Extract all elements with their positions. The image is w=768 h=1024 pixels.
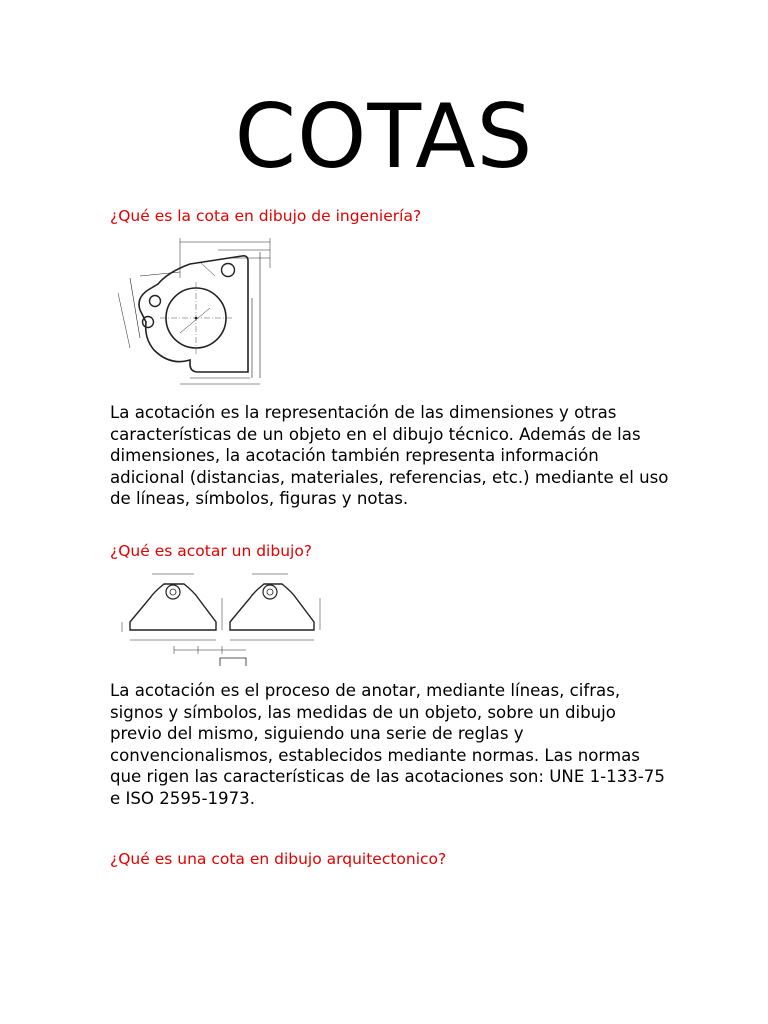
paragraph-1: La acotación es la representación de las dimensiones y otras características de un objeto en el dibujo técnico. Además de las dimensiones, la acotación también representa información adicional (distancias, materiales, referencias, etc.) mediante el uso de líneas, símbolos, figuras y notas. bbox=[110, 403, 669, 508]
paragraph-2: La acotación es el proceso de anotar, mediante líneas, cifras, signos y símbolos, las medidas de un objeto, sobre un dibujo previo del mismo, siguiendo una serie de reglas y convencionalismos, establecidos mediante normas. Las normas que rigen las características de las acotaciones son: UNE 1-133-75 e ISO 2595-1973. bbox=[110, 681, 665, 808]
question-heading-2: ¿Qué es acotar un dibujo? bbox=[110, 542, 313, 560]
question-heading-1: ¿Qué es la cota en dibujo de ingeniería? bbox=[110, 207, 422, 225]
question-heading-3: ¿Qué es una cota en dibujo arquitectonico? bbox=[110, 850, 447, 868]
document-title: COTAS bbox=[234, 85, 534, 188]
dimensioning-drawing-figure bbox=[112, 570, 340, 670]
engineering-drawing-figure bbox=[110, 238, 285, 390]
